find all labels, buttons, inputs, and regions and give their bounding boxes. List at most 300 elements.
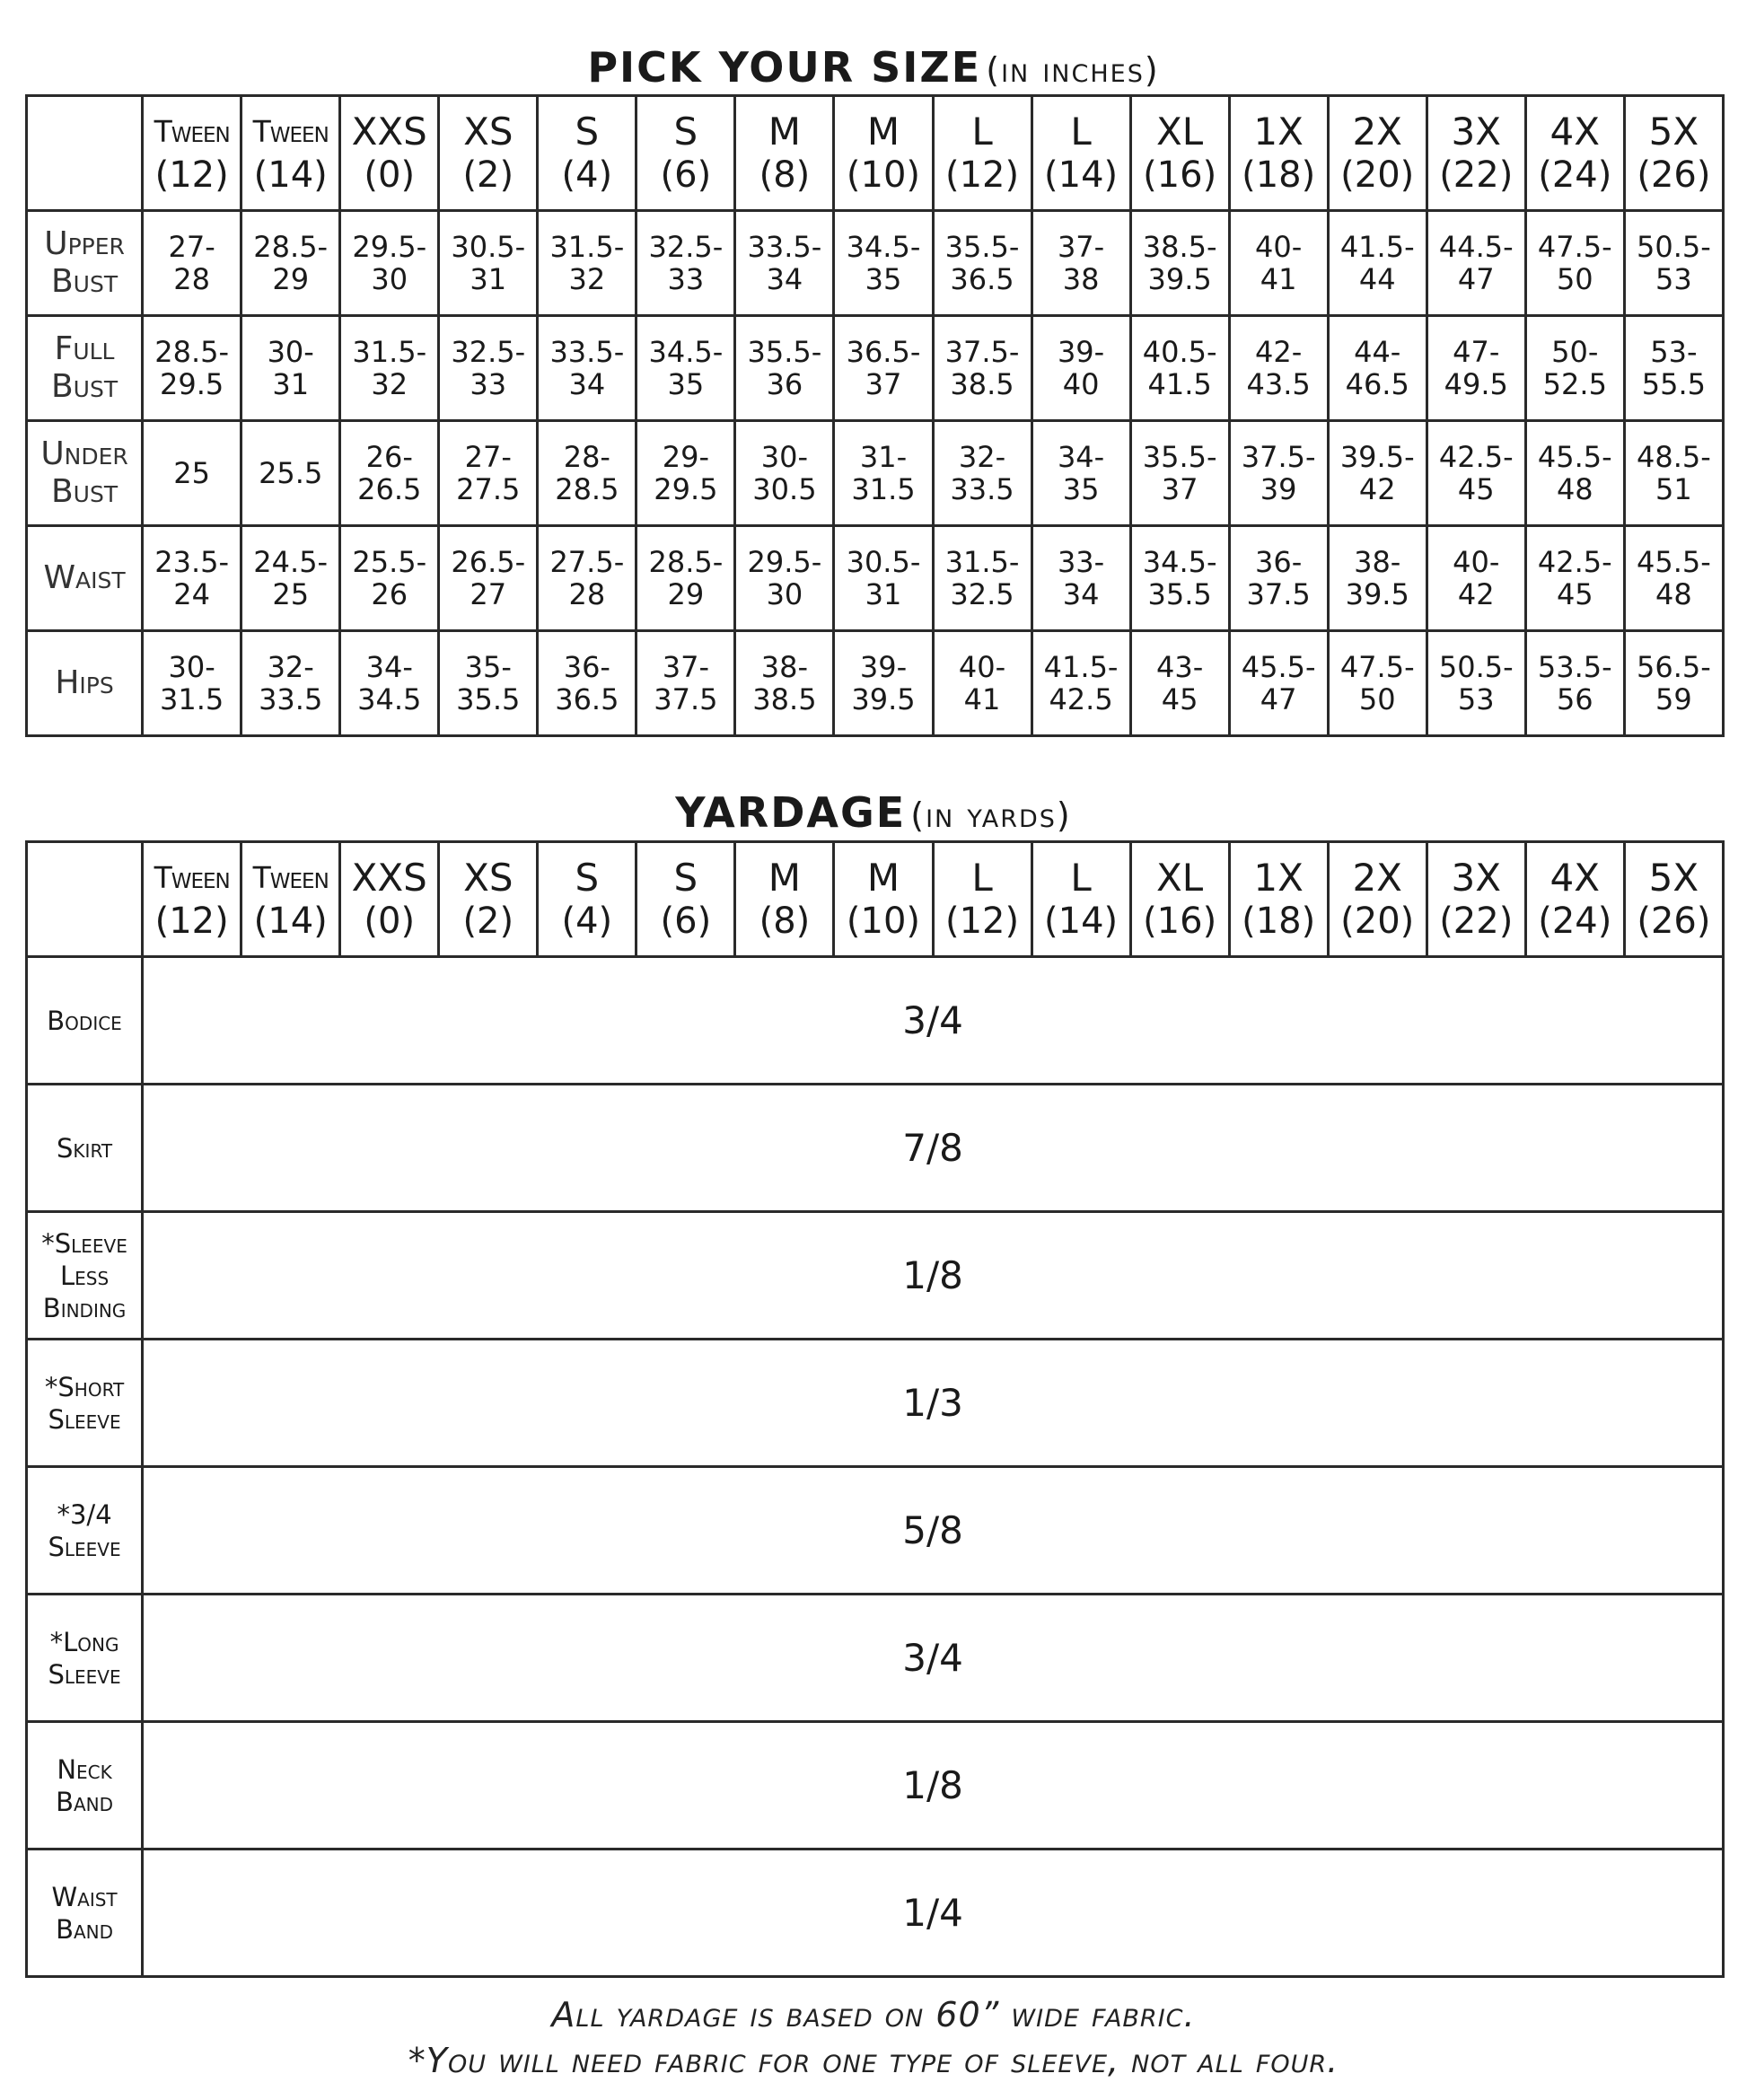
yardage-value: 3/4 [143, 1595, 1724, 1722]
yardage-label [27, 1467, 143, 1595]
measurement-value-line: 44.5- [1438, 230, 1514, 264]
measurement-value-line: 36.5 [555, 682, 619, 716]
measurement-value-line: 53 [1457, 682, 1495, 716]
size-number: (24) [1538, 900, 1612, 942]
yardage-label-line: Sleeve [48, 1531, 121, 1562]
measurement-value-line: 45.5- [1241, 650, 1316, 684]
measurement-value-line: 53- [1650, 335, 1698, 369]
yardage-label-line: Binding [42, 1292, 127, 1323]
measurement-cell [1427, 211, 1525, 316]
measurement-cell [1525, 211, 1624, 316]
measurement-label [27, 316, 143, 421]
measurement-label-line: Under [40, 435, 128, 472]
measurement-cell [1130, 631, 1229, 736]
yardage-value: 7/8 [143, 1085, 1724, 1212]
size-name: 2X [1352, 109, 1402, 154]
measurement-value-line: 31 [865, 577, 902, 611]
measurement-value-line: 46.5 [1345, 367, 1409, 401]
size-header-cell [735, 96, 834, 211]
measurement-cell [143, 211, 241, 316]
measurement-value-line: 42 [1358, 472, 1396, 506]
yardage-row [27, 1212, 1724, 1340]
yardage-size-header-cell [1032, 842, 1130, 957]
measurement-value-line: 53.5- [1537, 650, 1612, 684]
measurement-cell [1229, 526, 1328, 631]
measurement-cell [241, 421, 340, 526]
measurement-cell [636, 316, 735, 421]
measurement-cell [834, 526, 933, 631]
size-number: (6) [660, 154, 712, 196]
size-name: S [575, 855, 600, 900]
measurement-cell [636, 421, 735, 526]
measurement-cell [1427, 316, 1525, 421]
measurement-value-line: 28.5- [253, 230, 329, 264]
yardage-table [25, 840, 1725, 1978]
measurement-value-line: 34 [766, 262, 803, 296]
size-name: S [673, 855, 698, 900]
size-header-cell [538, 96, 636, 211]
measurement-value-line: 38.5- [1142, 230, 1217, 264]
measurement-cell [1328, 526, 1427, 631]
measurement-cell [1427, 526, 1525, 631]
measurement-value-line: 28 [173, 262, 210, 296]
measurement-value-line: 37- [1057, 230, 1105, 264]
measurement-cell [1624, 421, 1723, 526]
size-number: (18) [1242, 900, 1316, 942]
yardage-size-header-cell [241, 842, 340, 957]
measurement-value-line: 35.5 [456, 682, 521, 716]
measurement-value-line: 41 [1260, 262, 1297, 296]
size-number: (10) [846, 900, 921, 942]
measurement-value-line: 40 [1062, 367, 1100, 401]
measurement-cell [1328, 421, 1427, 526]
size-number: (22) [1439, 154, 1514, 196]
size-number: (22) [1439, 900, 1514, 942]
measurement-value-line: 48.5- [1637, 440, 1711, 474]
size-number: (4) [561, 900, 613, 942]
size-name: Tween [252, 113, 329, 149]
measurement-value-line: 38.5 [752, 682, 817, 716]
yardage-label [27, 1595, 143, 1722]
measurement-value-line: 28 [568, 577, 606, 611]
size-name: 3X [1451, 855, 1501, 900]
measurement-value-line: 30.5 [752, 472, 817, 506]
measurement-value-line: 43.5 [1246, 367, 1311, 401]
yardage-title [0, 788, 1747, 837]
measurement-value-line: 37.5- [944, 335, 1020, 369]
yardage-label-line: Skirt [57, 1132, 113, 1164]
measurement-value-line: 27.5 [456, 472, 521, 506]
measurement-cell [933, 421, 1032, 526]
measurement-cell [241, 631, 340, 736]
size-number: (20) [1340, 900, 1415, 942]
measurement-value-line: 41 [963, 682, 1001, 716]
size-header-cell [340, 96, 439, 211]
yardage-row [27, 1595, 1724, 1722]
measurement-value-line: 29.5 [160, 367, 224, 401]
measurement-value-line: 50- [1551, 335, 1599, 369]
measurement-value-line: 47- [1453, 335, 1500, 369]
yardage-unit: (in yards) [910, 795, 1072, 835]
yardage-label [27, 1212, 143, 1340]
size-header-cell [241, 96, 340, 211]
yardage-size-header-cell [735, 842, 834, 957]
yardage-value: 3/4 [143, 957, 1724, 1085]
size-number: (10) [846, 154, 921, 196]
measurement-value-line: 33.5 [259, 682, 323, 716]
measurement-value-line: 26.5 [357, 472, 422, 506]
measurement-cell [241, 211, 340, 316]
measurement-value-line: 38.5 [950, 367, 1014, 401]
measurement-value-line: 29 [272, 262, 310, 296]
measurement-cell [1032, 526, 1130, 631]
size-name: 5X [1648, 855, 1699, 900]
measurement-value-line: 45 [1556, 577, 1593, 611]
measurement-value-line: 42.5- [1537, 545, 1612, 579]
measurement-value-line: 29- [662, 440, 710, 474]
measurement-value-line: 42 [1457, 577, 1495, 611]
yardage-size-header-cell [1525, 842, 1624, 957]
measurement-value-line: 35.5- [944, 230, 1020, 264]
measurement-cell [1328, 211, 1427, 316]
size-header-cell [1229, 96, 1328, 211]
measurement-value-line: 45 [1161, 682, 1198, 716]
measurement-value-line: 25 [173, 456, 210, 490]
measurement-cell [340, 631, 439, 736]
size-number: (14) [253, 154, 328, 196]
yardage-size-header-cell [1427, 842, 1525, 957]
size-number: (8) [759, 900, 811, 942]
size-header-cell [1032, 96, 1130, 211]
measurement-value-line: 25.5 [259, 456, 323, 490]
measurement-value-line: 31 [470, 262, 507, 296]
measurement-value-line: 26.5- [451, 545, 526, 579]
measurement-value-line: 34- [365, 650, 413, 684]
measurement-value-line: 40- [1453, 545, 1500, 579]
size-header-cell [1130, 96, 1229, 211]
yardage-label [27, 957, 143, 1085]
measurement-value-line: 48 [1655, 577, 1692, 611]
yardage-label-line: *Sleeve [41, 1227, 127, 1259]
size-number: (12) [944, 154, 1020, 196]
measurement-label-line: Full [54, 330, 115, 367]
size-number: (16) [1143, 154, 1217, 196]
measurement-value-line: 36- [563, 650, 610, 684]
measurement-cell [439, 526, 538, 631]
measurement-value-line: 30- [267, 335, 314, 369]
measurement-value-line: 44 [1358, 262, 1396, 296]
size-number: (6) [660, 900, 712, 942]
size-name: 1X [1253, 109, 1304, 154]
measurement-value-line: 27- [168, 230, 215, 264]
measurement-value-line: 45.5- [1637, 545, 1711, 579]
yardage-label-line: Band [56, 1913, 114, 1945]
size-name: XS [463, 109, 514, 154]
measurement-cell [143, 316, 241, 421]
measurement-value-line: 30.5- [846, 545, 921, 579]
measurement-cell [1130, 211, 1229, 316]
measurement-value-line: 33 [667, 262, 705, 296]
size-name: 2X [1352, 855, 1402, 900]
measurement-cell [933, 526, 1032, 631]
measurement-row [27, 631, 1724, 736]
measurement-value-line: 35.5- [747, 335, 822, 369]
measurement-cell [1624, 211, 1723, 316]
size-name: M [866, 109, 900, 154]
measurement-cell [1624, 631, 1723, 736]
measurement-value-line: 47.5- [1537, 230, 1612, 264]
measurement-value-line: 37.5- [1241, 440, 1316, 474]
yardage-value: 1/3 [143, 1340, 1724, 1467]
size-number: (2) [462, 154, 514, 196]
measurement-cell [241, 316, 340, 421]
measurement-value-line: 33.5 [950, 472, 1014, 506]
size-header-cell [439, 96, 538, 211]
measurement-value-line: 25 [272, 577, 310, 611]
size-name: S [673, 109, 698, 154]
size-name: Tween [252, 859, 329, 895]
measurement-value-line: 39 [1260, 472, 1297, 506]
yardage-label [27, 1340, 143, 1467]
measurement-value-line: 40- [1255, 230, 1303, 264]
yardage-row [27, 957, 1724, 1085]
measurement-cell [538, 421, 636, 526]
measurement-value-line: 37.5 [654, 682, 718, 716]
measurement-value-line: 39- [859, 650, 908, 684]
measurement-cell [439, 316, 538, 421]
measurement-cell [340, 211, 439, 316]
size-name: XL [1156, 855, 1204, 900]
size-name: L [971, 855, 993, 900]
measurement-label [27, 631, 143, 736]
measurement-cell [241, 526, 340, 631]
size-header-row [27, 96, 1724, 211]
measurement-value-line: 39- [1057, 335, 1105, 369]
yardage-size-header-cell [1229, 842, 1328, 957]
measurement-label [27, 211, 143, 316]
measurement-cell [834, 631, 933, 736]
measurement-value-line: 26 [371, 577, 408, 611]
measurement-value-line: 50 [1358, 682, 1396, 716]
measurement-cell [735, 421, 834, 526]
yardage-rows [27, 957, 1724, 1977]
size-chart-unit: (in inches) [986, 50, 1160, 90]
measurement-cell [933, 211, 1032, 316]
measurement-value-line: 36.5- [846, 335, 921, 369]
yardage-value: 1/4 [143, 1850, 1724, 1977]
measurement-value-line: 27 [470, 577, 507, 611]
measurement-cell [143, 526, 241, 631]
measurement-value-line: 37 [1161, 472, 1198, 506]
measurement-value-line: 31.5 [851, 472, 916, 506]
measurement-value-line: 32- [958, 440, 1006, 474]
yardage-row [27, 1722, 1724, 1850]
measurement-value-line: 39.5 [851, 682, 916, 716]
measurement-label-line: Upper [44, 225, 125, 262]
measurement-value-line: 36.5 [950, 262, 1014, 296]
size-chart-heading: PICK YOUR SIZE [587, 43, 982, 92]
measurement-row [27, 211, 1724, 316]
measurement-value-line: 30.5- [451, 230, 526, 264]
size-name: 1X [1253, 855, 1304, 900]
measurement-value-line: 47 [1260, 682, 1297, 716]
yardage-size-header-cell [143, 842, 241, 957]
measurement-value-line: 25.5- [352, 545, 427, 579]
measurement-value-line: 36- [1255, 545, 1303, 579]
measurement-cell [439, 421, 538, 526]
fabric-width-note: All yardage is based on 60” wide fabric. [551, 1995, 1196, 2034]
measurement-cell [1328, 316, 1427, 421]
size-number: (20) [1340, 154, 1415, 196]
measurement-value-line: 30- [760, 440, 809, 474]
size-number: (26) [1637, 900, 1711, 942]
measurement-value-line: 56 [1556, 682, 1593, 716]
yardage-label [27, 1722, 143, 1850]
measurement-value-line: 28.5- [154, 335, 230, 369]
measurement-value-line: 33 [470, 367, 507, 401]
size-number: (2) [462, 900, 514, 942]
size-name: S [575, 109, 600, 154]
yardage-label-line: Sleeve [48, 1403, 121, 1435]
size-chart-title [0, 43, 1747, 92]
yardage-label-line: *3/4 [57, 1498, 112, 1530]
yardage-size-header-cell [439, 842, 538, 957]
measurement-value-line: 34.5- [1142, 545, 1217, 579]
yardage-row [27, 1085, 1724, 1212]
measurement-value-line: 34.5 [357, 682, 422, 716]
measurement-value-line: 32 [568, 262, 606, 296]
measurement-value-line: 34- [1057, 440, 1105, 474]
measurement-cell [143, 631, 241, 736]
measurement-value-line: 37- [662, 650, 710, 684]
size-name: 3X [1451, 109, 1501, 154]
size-header-cell [1427, 96, 1525, 211]
measurement-cell [1525, 421, 1624, 526]
yardage-value: 5/8 [143, 1467, 1724, 1595]
measurement-cell [439, 211, 538, 316]
yardage-size-header-cell [636, 842, 735, 957]
size-number: (26) [1637, 154, 1711, 196]
measurement-value-line: 33.5- [747, 230, 822, 264]
yardage-size-header-cell [933, 842, 1032, 957]
measurement-cell [1525, 316, 1624, 421]
measurement-value-line: 39.5 [1147, 262, 1212, 296]
measurement-value-line: 42.5 [1049, 682, 1113, 716]
measurement-cell [340, 421, 439, 526]
measurement-value-line: 31.5- [944, 545, 1020, 579]
measurement-value-line: 29.5- [747, 545, 822, 579]
size-number: (16) [1143, 900, 1217, 942]
size-name: Tween [154, 859, 230, 895]
yardage-label-line: Sleeve [48, 1658, 121, 1690]
yardage-header-corner [27, 842, 143, 957]
measurement-cell [834, 316, 933, 421]
measurement-value-line: 39.5 [1345, 577, 1409, 611]
measurement-label-line: Waist [43, 559, 126, 596]
size-number: (8) [759, 154, 811, 196]
measurement-value-line: 35.5- [1142, 440, 1217, 474]
size-number: (14) [1044, 154, 1119, 196]
size-header-cell [1525, 96, 1624, 211]
size-name: Tween [154, 113, 230, 149]
size-chart-table [25, 94, 1725, 737]
measurement-value-line: 31.5- [549, 230, 625, 264]
yardage-value: 1/8 [143, 1722, 1724, 1850]
measurement-cell [538, 211, 636, 316]
measurement-value-line: 38- [1354, 545, 1401, 579]
measurement-value-line: 34.5- [846, 230, 921, 264]
measurement-cell [1130, 316, 1229, 421]
yardage-label-line: Neck [57, 1753, 112, 1785]
measurement-value-line: 32- [267, 650, 314, 684]
measurement-cell [735, 526, 834, 631]
measurement-value-line: 47 [1457, 262, 1495, 296]
size-name: M [866, 855, 900, 900]
measurement-value-line: 30- [168, 650, 215, 684]
measurement-value-line: 31 [272, 367, 310, 401]
size-header-cell [636, 96, 735, 211]
measurement-value-line: 34 [1062, 577, 1100, 611]
measurement-value-line: 27.5- [549, 545, 625, 579]
measurement-cell [1525, 526, 1624, 631]
measurement-cell [735, 211, 834, 316]
yardage-size-header-row [27, 842, 1724, 957]
measurement-value-line: 29 [667, 577, 705, 611]
yardage-label-line: Waist [51, 1881, 118, 1912]
measurement-value-line: 29.5 [654, 472, 718, 506]
measurement-cell [538, 316, 636, 421]
size-name: M [768, 855, 802, 900]
measurement-value-line: 59 [1655, 682, 1692, 716]
measurement-label [27, 421, 143, 526]
measurement-value-line: 34.5- [648, 335, 724, 369]
measurement-value-line: 28.5 [555, 472, 619, 506]
measurement-value-line: 42.5- [1438, 440, 1514, 474]
measurement-value-line: 50.5- [1637, 230, 1711, 264]
measurement-cell [735, 316, 834, 421]
measurement-cell [735, 631, 834, 736]
measurement-value-line: 53 [1655, 262, 1692, 296]
measurement-cell [1130, 421, 1229, 526]
measurement-value-line: 37.5 [1246, 577, 1311, 611]
size-header-cell [834, 96, 933, 211]
measurement-cell [834, 211, 933, 316]
yardage-label-line: Less [59, 1260, 110, 1291]
measurement-value-line: 55.5 [1641, 367, 1707, 401]
yardage-size-header-cell [538, 842, 636, 957]
measurement-value-line: 28- [563, 440, 610, 474]
size-number: (18) [1242, 154, 1316, 196]
size-name: 4X [1549, 109, 1601, 154]
measurement-value-line: 45 [1457, 472, 1495, 506]
measurement-value-line: 32.5- [451, 335, 526, 369]
measurement-value-line: 31.5- [352, 335, 427, 369]
measurement-value-line: 31.5 [160, 682, 224, 716]
measurement-cell [1032, 316, 1130, 421]
measurement-value-line: 41.5 [1147, 367, 1212, 401]
size-number: (24) [1538, 154, 1612, 196]
size-number: (14) [1044, 900, 1119, 942]
measurement-value-line: 24 [173, 577, 210, 611]
yardage-label-line: *Long [49, 1626, 119, 1657]
measurement-row [27, 421, 1724, 526]
measurement-value-line: 30 [371, 262, 408, 296]
yardage-size-header-cell [1624, 842, 1723, 957]
size-header-cell [143, 96, 241, 211]
yardage-header-rows [27, 842, 1724, 957]
measurement-cell [1229, 316, 1328, 421]
measurement-cell [933, 316, 1032, 421]
